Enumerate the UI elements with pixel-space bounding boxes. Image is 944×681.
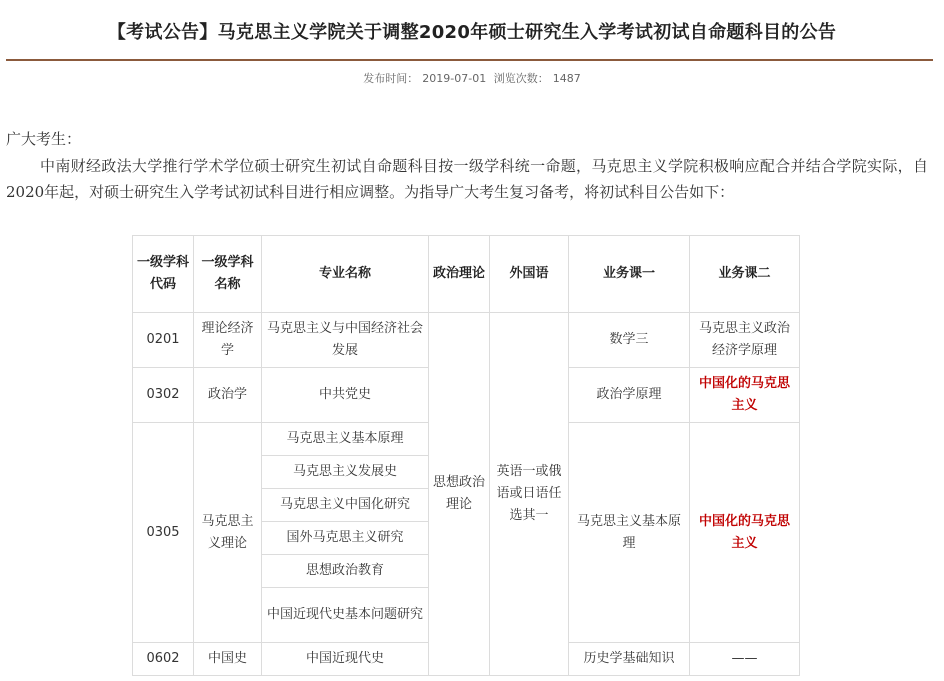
major-name: 马克思主义中国化研究 (262, 489, 429, 522)
foreign-language-subject: 英语一或俄语或日语任选其一 (490, 313, 569, 676)
discipline-name: 理论经济学 (194, 313, 262, 368)
course-one: 数学三 (569, 313, 690, 368)
header-course-two: 业务课二 (690, 236, 800, 313)
course-two-highlight: 中国化的马克思主义 (690, 368, 800, 423)
discipline-code: 0201 (133, 313, 194, 368)
politics-subject: 思想政治理论 (429, 313, 490, 676)
exam-subjects-table (132, 235, 800, 676)
course-two: 马克思主义政治经济学原理 (690, 313, 800, 368)
header-discipline: 一级学科名称 (194, 236, 262, 313)
discipline-name: 马克思主义理论 (194, 423, 262, 643)
major-name: 中国近现代史 (262, 643, 429, 676)
major-name: 国外马克思主义研究 (262, 522, 429, 555)
article-meta (0, 70, 944, 86)
greeting: 广大考生： (6, 130, 82, 148)
intro-paragraph: 中南财经政法大学推行学术学位硕士研究生初试自命题科目按一级学科统一命题，马克思主义学院积极响应配合并结合学院实际，自2020年起，对硕士研究生入学考试初试科目进行相应调整。为指导广大考生复习备考，将初试科目公告如下： (6, 157, 928, 201)
discipline-code: 0602 (133, 643, 194, 676)
title-divider (6, 59, 933, 61)
discipline-code: 0302 (133, 368, 194, 423)
header-course-one: 业务课一 (569, 236, 690, 313)
article-title: 【考试公告】马克思主义学院关于调整2020年硕士研究生入学考试初试自命题科目的公告 (107, 22, 837, 43)
publish-label: 发布时间： (363, 72, 419, 85)
major-name: 中共党史 (262, 368, 429, 423)
major-name: 思想政治教育 (262, 555, 429, 588)
header-foreign-language: 外国语 (490, 236, 569, 313)
discipline-name: 中国史 (194, 643, 262, 676)
discipline-code: 0305 (133, 423, 194, 643)
views-count: 1487 (552, 72, 581, 85)
major-name: 中国近现代史基本问题研究 (262, 588, 429, 643)
major-name: 马克思主义发展史 (262, 456, 429, 489)
discipline-name: 政治学 (194, 368, 262, 423)
publish-date: 2019-07-01 (422, 72, 487, 85)
major-name: 马克思主义基本原理 (262, 423, 429, 456)
course-two: —— (690, 643, 800, 676)
course-one: 政治学原理 (569, 368, 690, 423)
course-one: 历史学基础知识 (569, 643, 690, 676)
major-name: 马克思主义与中国经济社会发展 (262, 313, 429, 368)
course-two-highlight: 中国化的马克思主义 (690, 423, 800, 643)
header-major: 专业名称 (262, 236, 429, 313)
views-label: 浏览次数： (493, 72, 549, 85)
table-row (133, 313, 800, 368)
course-one: 马克思主义基本原理 (569, 423, 690, 643)
header-code: 一级学科代码 (133, 236, 194, 313)
header-politics: 政治理论 (429, 236, 490, 313)
table-header-row (133, 236, 800, 313)
